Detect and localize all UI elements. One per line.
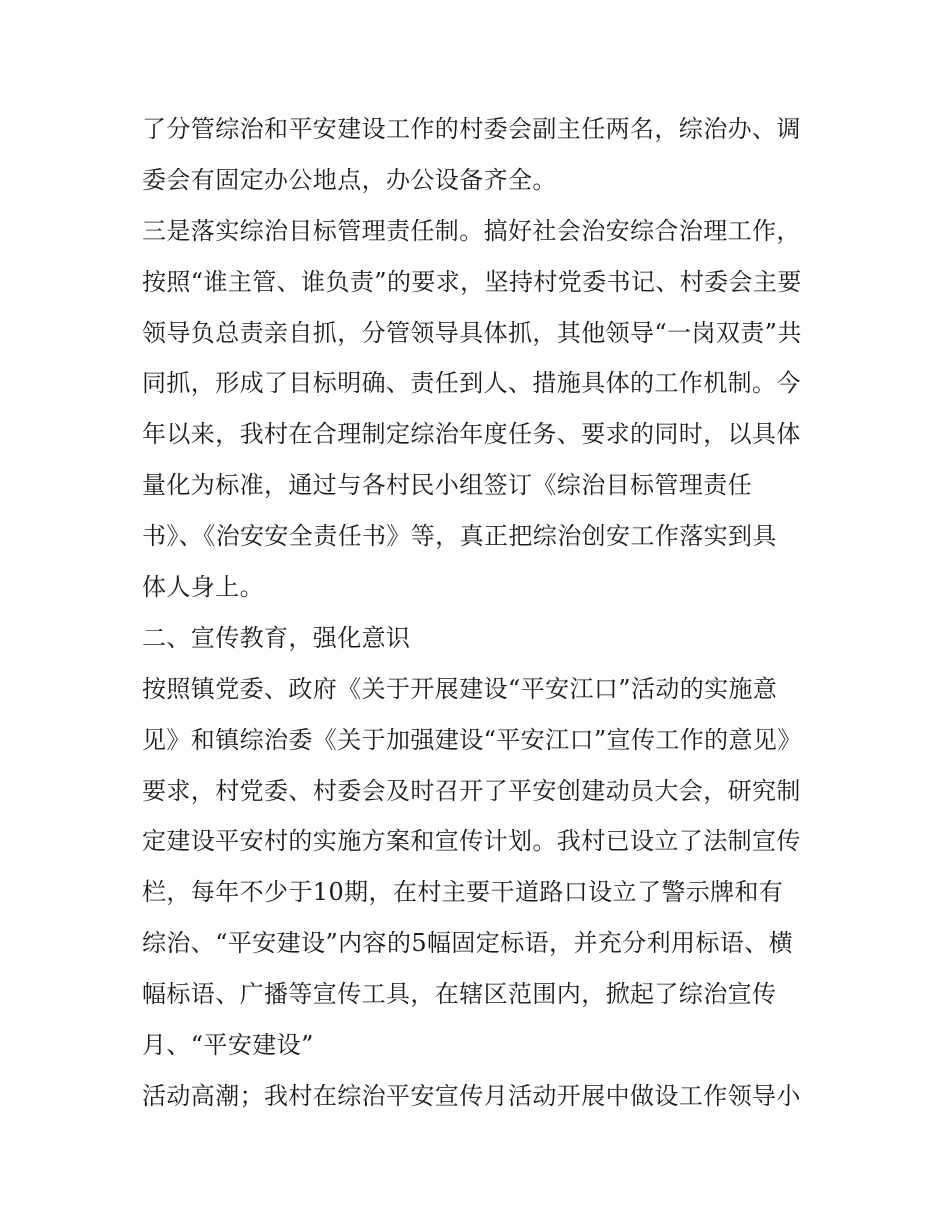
text-line: 栏，每年不少于10期，在村主要干道路口设立了警示牌和有 xyxy=(142,878,784,907)
text-line: 年以来，我村在合理制定综治年度任务、要求的同时，以具体 xyxy=(142,420,801,449)
text-line: 要求，村党委、村委会及时召开了平安创建动员大会，研究制 xyxy=(142,776,801,805)
text-line: 书》、《治安安全责任书》等，真正把综治创安工作落实到具 xyxy=(142,522,777,551)
text-line: 领导负总责亲自抓，分管领导具体抓，其他领导“一岗双责”共 xyxy=(142,318,802,347)
text-line: 按照“谁主管、谁负责”的要求，坚持村党委书记、村委会主要 xyxy=(142,267,802,296)
text-line: 了分管综治和平安建设工作的村委会副主任两名，综治办、调 xyxy=(142,115,801,143)
text-line: 见》和镇综治委《关于加强建设“平安江口”宣传工作的意见》 xyxy=(142,725,802,754)
text-line: 定建设平安村的实施方案和宣传计划。我村已设立了法制宣传 xyxy=(142,827,801,856)
text-line: 幅标语、广播等宣传工具，在辖区范围内，掀起了综治宣传 xyxy=(142,980,777,1009)
body-text xyxy=(142,104,822,1122)
text-line: 按照镇党委、政府《关于开展建设“平安江口”活动的实施意 xyxy=(142,674,778,703)
section-heading: 二、宣传教育，强化意识 xyxy=(142,623,411,652)
text-line: 三是落实综治目标管理责任制。搞好社会治安综合治理工作， xyxy=(142,216,801,245)
text-line: 综治、“平安建设”内容的5幅固定标语，并充分利用标语、横 xyxy=(142,929,794,958)
text-line: 委会有固定办公地点，办公设备齐全。 xyxy=(142,165,557,194)
text-line: 活动高潮；我村在综治平安宣传月活动开展中做设工作领导小 xyxy=(142,1081,801,1110)
text-line: 月、“平安建设” xyxy=(142,1031,314,1060)
text-line: 同抓，形成了目标明确、责任到人、措施具体的工作机制。今 xyxy=(142,369,801,398)
text-line: 量化为标准，通过与各村民小组签订《综治目标管理责任 xyxy=(142,471,752,500)
text-line: 体人身上。 xyxy=(142,573,264,602)
